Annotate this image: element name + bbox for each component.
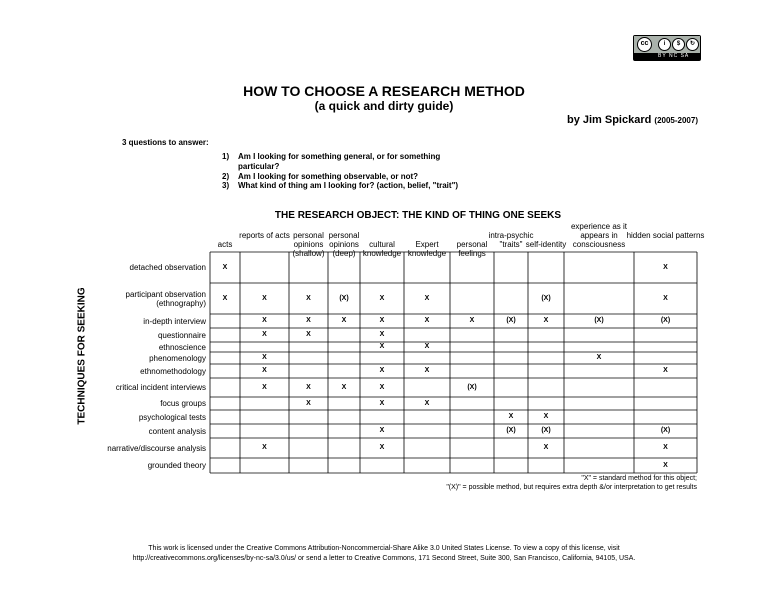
row-header bbox=[96, 364, 206, 378]
share-alike-icon: ↻ bbox=[686, 38, 699, 51]
table-cell-mark: (X) bbox=[541, 427, 551, 434]
column-header: intra-psychic "traits" bbox=[488, 231, 534, 249]
table-cell-mark: (X) bbox=[467, 383, 477, 391]
questions-heading: 3 questions to answer: bbox=[122, 138, 209, 147]
column-header: self-identity bbox=[525, 240, 567, 249]
table-cell-mark: (X) bbox=[506, 427, 516, 434]
table-cell-mark: X bbox=[663, 294, 668, 302]
row-header-label: narrative/discourse analysis bbox=[107, 443, 206, 453]
cc-badge-terms: BY NC SA bbox=[658, 53, 690, 59]
license-line-2: http://creativecommons.org/licenses/by-nc-sa/3.0/us/ or send a letter to Creative Commons, 171 Second Street, Suite 300, San Francisco, California, 94105, USA. bbox=[132, 555, 636, 562]
row-header-label: content analysis bbox=[148, 426, 206, 436]
row-header bbox=[96, 458, 206, 473]
table-cell-mark: X bbox=[379, 294, 385, 302]
table-cell-mark: X bbox=[379, 383, 385, 391]
table-cell-mark: (X) bbox=[339, 294, 349, 302]
table-cell-mark: X bbox=[341, 317, 347, 324]
row-header bbox=[96, 342, 206, 352]
row-header bbox=[96, 438, 206, 458]
table-cell-mark: X bbox=[379, 343, 385, 350]
row-header-label: detached observation bbox=[129, 263, 206, 272]
question-number: 1) bbox=[222, 152, 230, 161]
question-number: 2) bbox=[222, 172, 230, 181]
table-cell-mark: X bbox=[306, 399, 311, 407]
table-cell-mark: X bbox=[543, 413, 549, 420]
question-text: Am I looking for something observable, or not? bbox=[238, 172, 419, 181]
table-cell-mark: X bbox=[424, 294, 430, 302]
question-text: Am I looking for something general, or for something particular? bbox=[238, 152, 441, 171]
table-cell-mark: X bbox=[424, 317, 430, 324]
table-cell-mark: X bbox=[379, 331, 385, 338]
row-header bbox=[96, 410, 206, 424]
page-subtitle: (a quick and dirty guide) bbox=[314, 99, 454, 113]
table-cell-mark: X bbox=[379, 399, 385, 407]
license-footer bbox=[0, 544, 768, 564]
byline-years: (2005-2007) bbox=[654, 116, 698, 125]
column-header: acts bbox=[217, 240, 233, 249]
table-cell-mark: X bbox=[262, 331, 267, 338]
table-cell-mark: X bbox=[663, 263, 668, 271]
table-cell-mark: X bbox=[508, 413, 514, 420]
row-header bbox=[96, 378, 206, 397]
column-header: personal opinions (deep) bbox=[328, 231, 360, 258]
row-header bbox=[96, 424, 206, 438]
table-cell-mark: X bbox=[306, 331, 311, 338]
row-header bbox=[96, 352, 206, 364]
row-header bbox=[96, 314, 206, 328]
table-cell-mark: X bbox=[262, 444, 267, 451]
legend-possible: "(X)" = possible method, but requires extra depth &/or interpretation to get results bbox=[446, 484, 697, 491]
table-cell-mark: X bbox=[379, 427, 385, 434]
column-header: personal feelings bbox=[456, 240, 488, 258]
row-header bbox=[96, 283, 206, 314]
table-cell-mark: (X) bbox=[660, 427, 671, 434]
table-cell-mark: (X) bbox=[660, 317, 671, 324]
table-cell-mark: X bbox=[262, 317, 267, 324]
research-object-heading: THE RESEARCH OBJECT: THE KIND OF THING ONE SEEKS bbox=[274, 210, 562, 221]
row-header-label: participant observation (ethnography) bbox=[125, 289, 206, 308]
table-cell-mark: X bbox=[543, 444, 549, 451]
cc-logo-icon: cc bbox=[637, 37, 652, 52]
noncommercial-icon: $ bbox=[672, 38, 685, 51]
table-cell-mark: X bbox=[306, 383, 311, 391]
row-header-label: ethnomethodology bbox=[140, 366, 206, 376]
row-header-label: in-depth interview bbox=[143, 316, 206, 326]
row-header-label: critical incident interviews bbox=[115, 383, 206, 392]
column-header: cultural knowledge bbox=[362, 240, 402, 258]
row-header-label: questionnaire bbox=[157, 330, 206, 340]
column-header: experience as it appears in consciousness bbox=[570, 222, 628, 249]
license-line-1: This work is licensed under the Creative Commons Attribution-Noncommercial-Share Alike 3.0 United States License. To view a copy of this license, visit bbox=[148, 545, 620, 552]
table-cell-mark: X bbox=[262, 383, 267, 391]
page-title: HOW TO CHOOSE A RESEARCH METHOD bbox=[243, 83, 525, 99]
table-cell-mark: X bbox=[663, 367, 668, 374]
column-header: reports of acts bbox=[239, 231, 290, 240]
row-header-label: grounded theory bbox=[147, 461, 206, 470]
column-header: hidden social patterns bbox=[626, 231, 705, 240]
row-header-label: phenomenology bbox=[149, 353, 206, 363]
table-cell-mark: X bbox=[663, 461, 668, 469]
question-number: 3) bbox=[222, 181, 230, 190]
legend-standard: "X" = standard method for this object; bbox=[581, 475, 697, 482]
table-cell-mark: X bbox=[424, 343, 430, 350]
table-cell-mark: X bbox=[262, 294, 267, 302]
row-header bbox=[96, 397, 206, 410]
table-cell-mark: X bbox=[306, 294, 311, 302]
table-cell-mark: X bbox=[306, 317, 311, 324]
table-cell-mark: X bbox=[379, 317, 385, 324]
table-cell-mark: (X) bbox=[506, 317, 516, 324]
table-cell-mark: X bbox=[262, 367, 267, 374]
techniques-side-label: TECHNIQUES FOR SEEKING bbox=[76, 287, 88, 425]
attribution-icon: i bbox=[658, 38, 671, 51]
question-text: What kind of thing am I looking for? (action, belief, "trait") bbox=[238, 181, 459, 190]
row-header bbox=[96, 328, 206, 342]
row-header-label: psychological tests bbox=[138, 412, 206, 422]
table-cell-mark: X bbox=[663, 444, 668, 451]
row-header-label: focus groups bbox=[160, 399, 206, 408]
table-cell-mark: X bbox=[222, 263, 228, 271]
row-header bbox=[96, 252, 206, 283]
table-cell-mark: X bbox=[469, 317, 475, 324]
table-cell-mark: X bbox=[262, 354, 267, 361]
table-cell-mark: X bbox=[543, 317, 549, 324]
column-header: personal opinions (shallow) bbox=[292, 231, 325, 258]
author: by Jim Spickard bbox=[566, 114, 652, 126]
table-cell-mark: X bbox=[596, 354, 602, 361]
table-cell-mark: X bbox=[341, 383, 347, 391]
table-cell-mark: X bbox=[424, 399, 430, 407]
table-cell-mark: X bbox=[222, 294, 228, 302]
table-cell-mark: X bbox=[379, 444, 385, 451]
table-cell-mark: (X) bbox=[541, 294, 551, 302]
table-cell-mark: X bbox=[379, 367, 385, 374]
column-header: Expert knowledge bbox=[407, 240, 447, 258]
table-cell-mark: (X) bbox=[594, 317, 604, 324]
row-header-label: ethnoscience bbox=[158, 342, 206, 352]
table-cell-mark: X bbox=[424, 367, 430, 374]
